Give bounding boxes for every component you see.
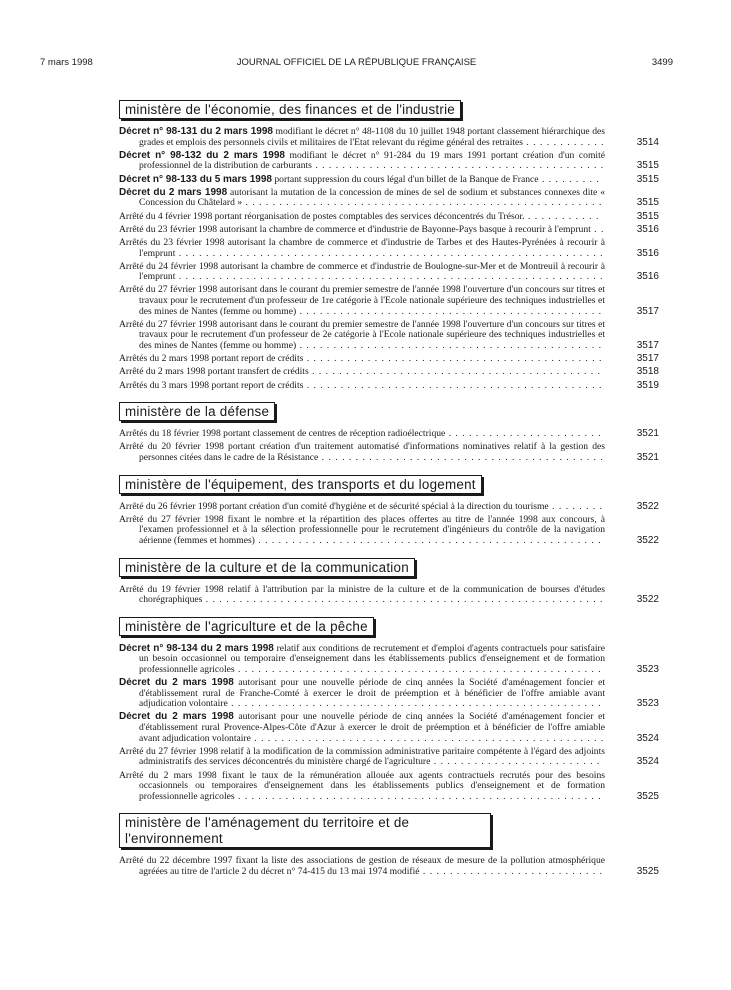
entry-text [119, 212, 605, 223]
entry-text [119, 747, 605, 768]
entry-description: Arrêté du 26 février 1998 portant création d'un comité d'hygiène et de sécurité spécial à la direction du tourisme [119, 501, 549, 512]
entry-page-number: 3515 [636, 210, 659, 222]
decree-reference: Décret n° 98-132 du 2 mars 1998 [119, 150, 285, 161]
decree-reference: Décret n° 98-131 du 2 mars 1998 [119, 127, 273, 137]
entry-page-number: 3517 [636, 340, 659, 352]
ministry-section [119, 100, 659, 391]
entry-description: autorisant pour une nouvelle période de cinq années la Société d'aménagement foncier et d'établissement rural de Franche-Comté à exercer le droit de préemption et à bénéficier de l'offre amiable avant adjudication volontaire [139, 678, 605, 710]
entry-description: Arrêté du 22 décembre 1997 fixant la liste des associations de gestion de réseaux de mesure de la pollution atmosphérique agréées au titre de l'article 2 du décret n° 74-415 du 13 mai 1974 modifié [119, 856, 605, 877]
ministry-heading: ministère de la culture et de la communication [119, 558, 415, 577]
entry-description: modifiant le décret n° 91-284 du 19 mars 1991 portant création d'un comité professionnel de la distribution de carburants [139, 150, 605, 172]
toc-entry [119, 678, 659, 710]
ministry-section [119, 402, 659, 463]
entry-page-number: 3515 [636, 160, 659, 172]
entry-description: portant suppression du cours légal d'un billet de la Banque de France [271, 174, 539, 185]
entry-description: Arrêté du 27 février 1998 fixant le nombre et la répartition des places offertes au titre de l'année 1998 aux concours, à l'examen professionnel et à la sélection professionnelle pour le recrutement d'ingénieurs du contrôle de la navigation aérienne (femmes et hommes) [119, 514, 605, 546]
toc-entry [119, 429, 659, 440]
entry-description: autorisant la mutation de la concession de mines de sel de sodium et substances connexes dite « Concession du Châtelard » [139, 187, 605, 209]
dot-leader: . . . . . . . . . . . . . . . . . . . . . . . . . . . . . . . . . . . . . . . . . . . . . . . . . . . . . . . . . . . . . . . [175, 247, 604, 259]
ministry-heading: ministère de l'économie, des finances et de l'industrie [119, 100, 461, 119]
entry-page-number: 3518 [636, 366, 659, 378]
dot-leader: . . . . . . . . . . . . . . . . . . . . . . . . . [430, 756, 601, 768]
dot-leader: . . . . . . . . . . . . . . . . . . . . . . . [445, 429, 602, 440]
page-header [40, 57, 673, 71]
entry-text [119, 585, 605, 606]
entry-text [119, 502, 605, 513]
entry-text [119, 678, 605, 710]
toc-entry [119, 262, 659, 283]
entry-page-number: 3522 [636, 500, 659, 512]
entry-description: Arrêté du 24 février 1998 autorisant la chambre de commerce et d'industrie de Boulogne-sur-Mer et de Montreuil à recourir à l'emprunt [119, 261, 605, 283]
dot-leader: . . . . . . . . . . . . . . . . . . . . . . . . . . . . . . . . . . . . . . . . . . . . . . . . . . . . . . [234, 790, 602, 802]
entry-description: autorisant pour une nouvelle période de cinq années la Société d'aménagement foncier et d'établissement rural Provence-Alpes-Côte d'Azur à exercer le droit de préemption et à bénéficier de l'offre amiable avant adjudication volontaire [139, 712, 605, 744]
dot-leader: . . . . . . . . . . . . . . . . . . . . . . . . . . . . . . . . . . . . . . . . . . . . . . . . . . . . . . . [227, 698, 602, 710]
ministry-section [119, 617, 659, 803]
toc-entry [119, 381, 659, 392]
toc-entry [119, 442, 659, 463]
decree-reference: Décret du 2 mars 1998 [119, 187, 228, 198]
entry-page-number: 3514 [636, 136, 659, 148]
entry-page-number: 3525 [636, 866, 659, 877]
entry-page-number: 3517 [636, 305, 659, 317]
dot-leader: . . . . . . . . . . . . . . . . . . . . . . . . . . . . . . . . . . . . . . . . . . . . . . . . . . . [254, 534, 602, 546]
entry-text [119, 381, 605, 392]
toc-entry [119, 515, 659, 547]
toc-entry [119, 644, 659, 676]
toc-entry [119, 127, 659, 148]
dot-leader: . . . . . . . . . . . . [523, 136, 605, 148]
toc-entry [119, 225, 659, 236]
entry-page-number: 3522 [636, 534, 659, 546]
ministry-heading: ministère de l'aménagement du territoire et de l'environnement [119, 813, 491, 848]
entry-text [119, 367, 605, 378]
entry-text [119, 429, 605, 440]
dot-leader: . . . . . . . . . . . . . . . . . . . . . . . . . . . . . . . . . . . . . . . . . . . . [303, 380, 603, 391]
table-of-contents [119, 100, 659, 889]
dot-leader: . . . . . . . . . . . . . . . . . . . . . . . . . . . [419, 866, 604, 877]
dot-leader: . . . . . . . . . . . . . . . . . . . . . . . . . . . . . . . . . . . . . . . . . . . . . [296, 305, 603, 317]
dot-leader: . . . . . . . . . [538, 174, 600, 185]
dot-leader: . . [590, 224, 605, 235]
decree-reference: Décret du 2 mars 1998 [119, 678, 234, 689]
entry-description: Arrêté du 2 mars 1998 portant transfert de crédits [119, 367, 309, 378]
entry-description: relatif aux conditions de recrutement et d'emploi d'agents contractuels pour satisfaire un besoin occasionnel ou temporaire d'enseignement dans les établissements publics d'enseignement et de formation professionnelle agricoles [139, 643, 605, 675]
dot-leader: . . . . . . . . . . . . . . . . . . . . . . . . . . . . . . . . . . . . . . . . . . . . . . . . . . . . [250, 732, 605, 744]
dot-leader: . . . . . . . . . . . . . . . . . . . . . . . . . . . . . . . . . . . . . . . . . . . . . [296, 340, 603, 352]
entry-description: Arrêté du 2 mars 1998 fixant le taux de la rémunération allouée aux agents contractuels recrutés pour des besoins occasionnels ou temporaires d'enseignement dans les établissements publics d'enseignement et de formation professionnelle agricoles [119, 770, 605, 802]
dot-leader: . . . . . . . . . . . . . . . . . . . . . . . . . . . . . . . . . . . . . . . . . . . . . . . . . . . . . . . . . . . [202, 594, 604, 606]
dot-leader: . . . . . . . . . . . . . . . . . . . . . . . . . . . . . . . . . . . . . . . . . . . [308, 367, 601, 378]
entry-page-number: 3524 [636, 756, 659, 768]
entry-page-number: 3515 [636, 197, 659, 209]
decree-reference: Décret n° 98-133 du 5 mars 1998 [119, 174, 272, 185]
dot-leader: . . . . . . . . . . . . . . . . . . . . . . . . . . . . . . . . . . . . . . . . . . . . . . . . . . . . . . [234, 663, 602, 675]
entry-text [119, 127, 605, 148]
entry-description: Arrêtés du 18 février 1998 portant classement de centres de réception radioélectrique [119, 429, 446, 440]
toc-entry [119, 175, 659, 186]
entry-description: modifiant le décret n° 48-1108 du 10 juillet 1948 portant classement hiérarchique des grades et emplois des personnels civils et militaires de l'Etat relevant du régime général des retraites [139, 127, 605, 148]
entry-page-number: 3516 [636, 223, 659, 235]
toc-entry [119, 585, 659, 606]
entry-text [119, 856, 605, 877]
entry-text [119, 175, 605, 186]
toc-entry [119, 320, 659, 352]
toc-entry [119, 502, 659, 513]
entry-text [119, 320, 605, 352]
entry-text [119, 285, 605, 317]
dot-leader: . . . . . . . . . . . . . . . . . . . . . . . . . . . . . . . . . . . . . . . . . . [318, 451, 604, 463]
entry-text [119, 771, 605, 803]
decree-reference: Décret du 2 mars 1998 [119, 712, 234, 723]
toc-entry [119, 188, 659, 209]
dot-leader: . . . . . . . . . . . . . . . . . . . . . . . . . . . . . . . . . . . . . . . . . . . [311, 160, 605, 172]
entry-page-number: 3523 [636, 663, 659, 675]
entry-description: Arrêtés du 23 février 1998 autorisant la chambre de commerce et d'industrie de Tarbes et des Hautes-Pyrénées à recourir à l'emprunt [119, 237, 605, 259]
page-number: 3499 [651, 57, 673, 68]
entry-page-number: 3525 [636, 790, 659, 802]
entry-text [119, 225, 605, 236]
dot-leader: . . . . . . . . . . . . . . . . . . . . . . . . . . . . . . . . . . . . . . . . . . . . . . . . . . . . . . . . . . . . . . . [175, 271, 604, 283]
entry-page-number: 3515 [636, 173, 659, 185]
entry-text [119, 354, 605, 365]
toc-entry [119, 856, 659, 877]
journal-title: JOURNAL OFFICIEL DE LA RÉPUBLIQUE FRANÇAISE [236, 57, 477, 68]
dot-leader: . . . . . . . . . . . [524, 211, 600, 222]
dot-leader: . . . . . . . . . . . . . . . . . . . . . . . . . . . . . . . . . . . . . . . . . . . . [303, 354, 603, 365]
entry-description: Arrêté du 27 février 1998 autorisant dans le courant du premier semestre de l'année 1998 l'ouverture d'un concours sur titres et travaux pour le recrutement d'un professeur de 1re catégorie à l'Ecole nationale supérieure des techniques industrielles et des mines de Nantes (femme ou homme) [119, 285, 605, 317]
decree-reference: Décret n° 98-134 du 2 mars 1998 [119, 643, 274, 654]
entry-text [119, 644, 605, 676]
entry-text [119, 188, 605, 209]
entry-page-number: 3524 [636, 732, 659, 744]
dot-leader: . . . . . . . . . . . . . . . . . . . . . . . . . . . . . . . . . . . . . . . . . . . . . . . . . . . . . [242, 197, 603, 209]
entry-text [119, 515, 605, 547]
toc-entry [119, 212, 659, 223]
entry-page-number: 3517 [636, 353, 659, 365]
toc-entry [119, 367, 659, 378]
toc-entry [119, 747, 659, 768]
entry-page-number: 3516 [636, 271, 659, 283]
toc-entry [119, 712, 659, 744]
toc-entry [119, 238, 659, 259]
entry-page-number: 3516 [636, 247, 659, 259]
entry-description: Arrêté du 27 février 1998 relatif à la modification de la commission administrative paritaire compétente à l'égard des adjoints administratifs des services déconcentrés du ministère chargé de l'agriculture [119, 746, 605, 768]
entry-text [119, 712, 605, 744]
entry-text [119, 238, 605, 259]
entry-description: Arrêté du 4 février 1998 portant réorganisation de postes comptables des services déconcentrés du Trésor. [119, 211, 525, 222]
ministry-heading: ministère de l'agriculture et de la pêche [119, 617, 374, 636]
entry-page-number: 3522 [636, 594, 659, 606]
ministry-heading: ministère de la défense [119, 402, 275, 421]
ministry-section [119, 558, 659, 606]
entry-page-number: 3521 [636, 428, 659, 440]
entry-description: Arrêtés du 2 mars 1998 portant report de crédits [119, 354, 304, 365]
entry-description: Arrêtés du 3 mars 1998 portant report de crédits [119, 380, 304, 391]
entry-text [119, 442, 605, 463]
entry-page-number: 3521 [636, 451, 659, 463]
entry-description: Arrêté du 27 février 1998 autorisant dans le courant du premier semestre de l'année 1998 l'ouverture d'un concours sur titres et travaux pour le recrutement d'un professeur de 2e catégorie à l'Ecole nationale supérieure des techniques industrielles et des mines de Nantes (femme ou homme) [119, 319, 605, 352]
issue-date: 7 mars 1998 [40, 57, 93, 68]
entry-description: Arrêté du 23 février 1998 autorisant la chambre de commerce et d'industrie de Bayonne-Pays basque à recourir à l'emprunt [119, 224, 591, 235]
entry-page-number: 3519 [636, 379, 659, 391]
toc-entry [119, 771, 659, 803]
ministry-section [119, 475, 659, 547]
toc-entry [119, 285, 659, 317]
entry-text [119, 151, 605, 172]
entry-description: Arrêté du 19 février 1998 relatif à l'attribution par la ministre de la culture et de la communication de bourses d'études chorégraphiques [119, 584, 605, 606]
entry-text [119, 262, 605, 283]
entry-page-number: 3523 [636, 698, 659, 710]
ministry-heading: ministère de l'équipement, des transports et du logement [119, 475, 482, 494]
dot-leader: . . . . . . . . [548, 501, 604, 512]
ministry-section [119, 813, 659, 877]
entry-description: Arrêté du 20 février 1998 portant création d'un traitement automatisé d'informations nominatives relatif à la gestion des personnes citées dans le cadre de la Résistance [119, 442, 605, 463]
toc-entry [119, 151, 659, 172]
toc-entry [119, 354, 659, 365]
